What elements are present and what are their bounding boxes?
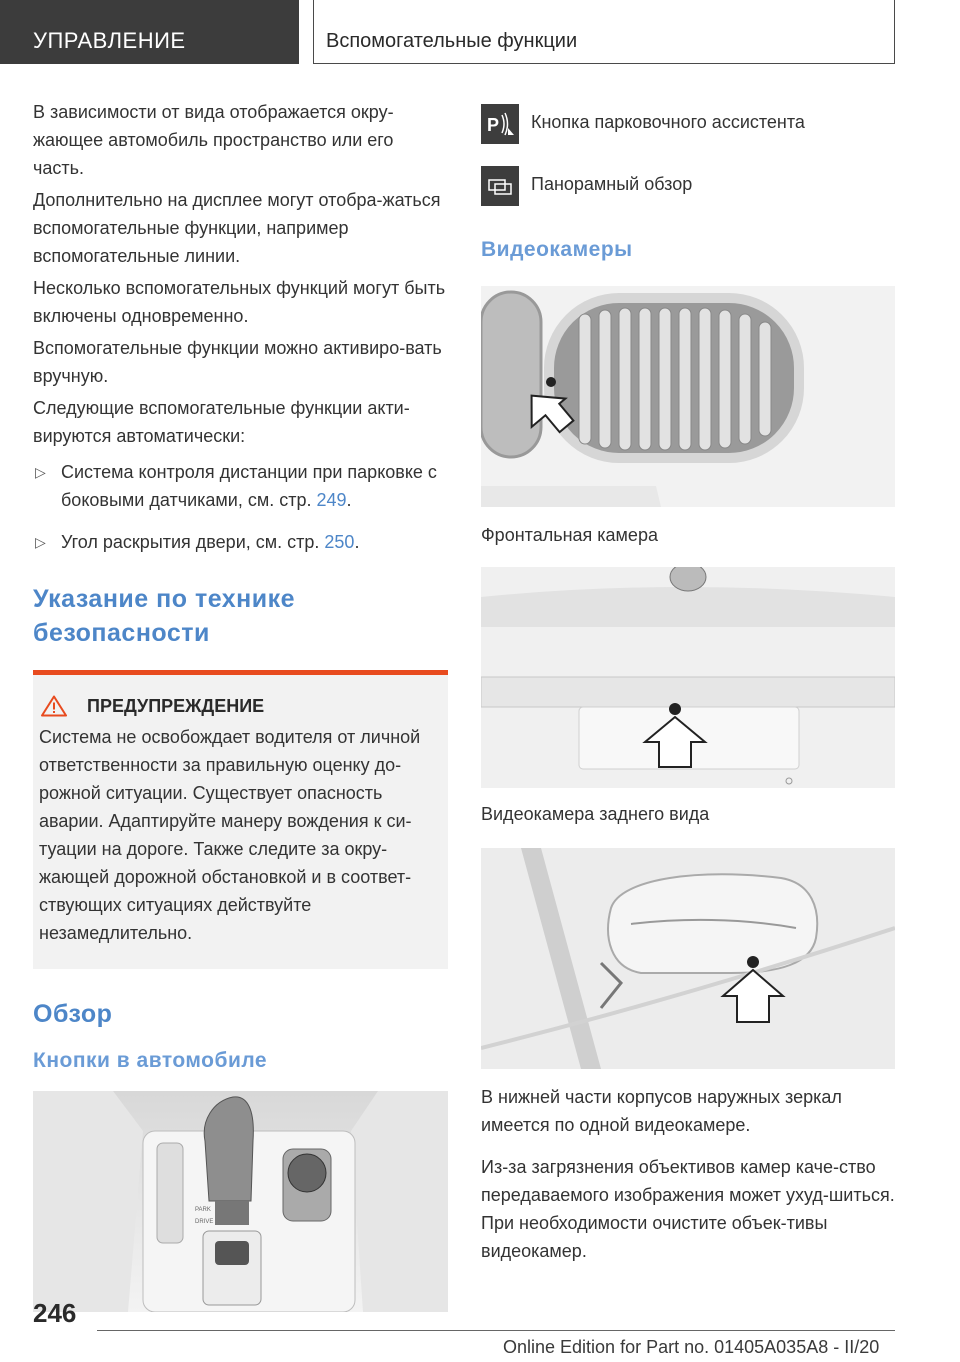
cameras-heading: Видеокамеры [481,238,633,261]
button-entry-parking [481,104,895,146]
mirror-camera-photo [481,848,895,1069]
right-column [481,104,895,1265]
mirror-camera-caption: В нижней части корпусов наружных зеркал имеется по одной видеокамере. [481,1087,842,1135]
final-paragraph: Из-за загрязнения объективов камер каче-ство передаваемого изображения может ухуд-шиться. При необходимости очистите объек-тивы видеокамер. [481,1157,895,1261]
paragraph: Несколько вспомогательных функций могут быть включены одновременно. [33,278,446,326]
front-camera-caption: Фронтальная камера [481,525,658,545]
warning-title: ПРЕДУПРЕЖДЕНИЕ [87,695,265,716]
triangle-bullet-icon: ▷ [35,464,46,480]
auto-functions-list [33,458,448,556]
button-entry-panorama [481,166,895,208]
triangle-bullet-icon: ▷ [35,534,46,550]
front-camera-photo [481,286,895,507]
footer-divider [97,1330,895,1331]
console-label: PARK [195,1207,211,1213]
button-label: Кнопка парковочного ассистента [531,112,805,132]
warning-title-row [39,695,440,717]
paragraph: Вспомогательные функции можно активиро-вать вручную. [33,338,442,386]
overview-heading: Обзор [33,1000,113,1028]
page-number: 246 [33,1298,77,1328]
section-tab [0,0,299,64]
chapter-title: Вспомогательные функции [326,30,578,52]
list-item: ▷ Угол раскрытия двери, см. стр. 250. [33,528,448,556]
list-item: ▷ Система контроля дистанции при парковке с боковыми датчиками, см. стр. 249. [33,458,448,514]
paragraph: Дополнительно на дисплее могут отобра-жаться вспомогательные функции, например вспомогательные линии. [33,190,441,266]
chapter-tab [313,0,895,64]
console-label: DRIVE [195,1219,214,1225]
edition-text: Online Edition for Part no. 01405A035A8 - II/20 [503,1337,880,1357]
warning-text: Система не освобождает водителя от личной ответственности за правильную оценку до-рожной ситуации. Существует опасность аварии. Адаптируйте манеру вождения к си-туации на дороге. Также следите за окру-жающей дорожной обстановкой и в соответ-ствующих ситуациях действуйте незамедлительно. [39,727,421,943]
safety-heading: Указание по технике безопасности [33,585,296,647]
left-column [33,98,448,1312]
warning-triangle-icon [41,695,67,717]
paragraph: В зависимости от вида отображается окру-жающее автомобиль пространство или его часть. [33,102,394,178]
warning-box [33,670,448,969]
console-photo [33,1091,448,1312]
rear-camera-caption: Видеокамера заднего вида [481,804,710,824]
page-link[interactable]: 249 [316,490,347,510]
section-title: УПРАВЛЕНИЕ [33,28,186,53]
buttons-heading: Кнопки в автомобиле [33,1049,268,1072]
page-link[interactable]: 250 [324,532,355,552]
svg-text:P: P [487,115,500,135]
button-label: Панорамный обзор [531,174,693,194]
parking-assistant-icon [481,104,519,144]
panorama-view-icon [481,166,519,206]
rear-camera-photo [481,567,895,788]
paragraph: Следующие вспомогательные функции акти-вируются автоматически: [33,398,410,446]
